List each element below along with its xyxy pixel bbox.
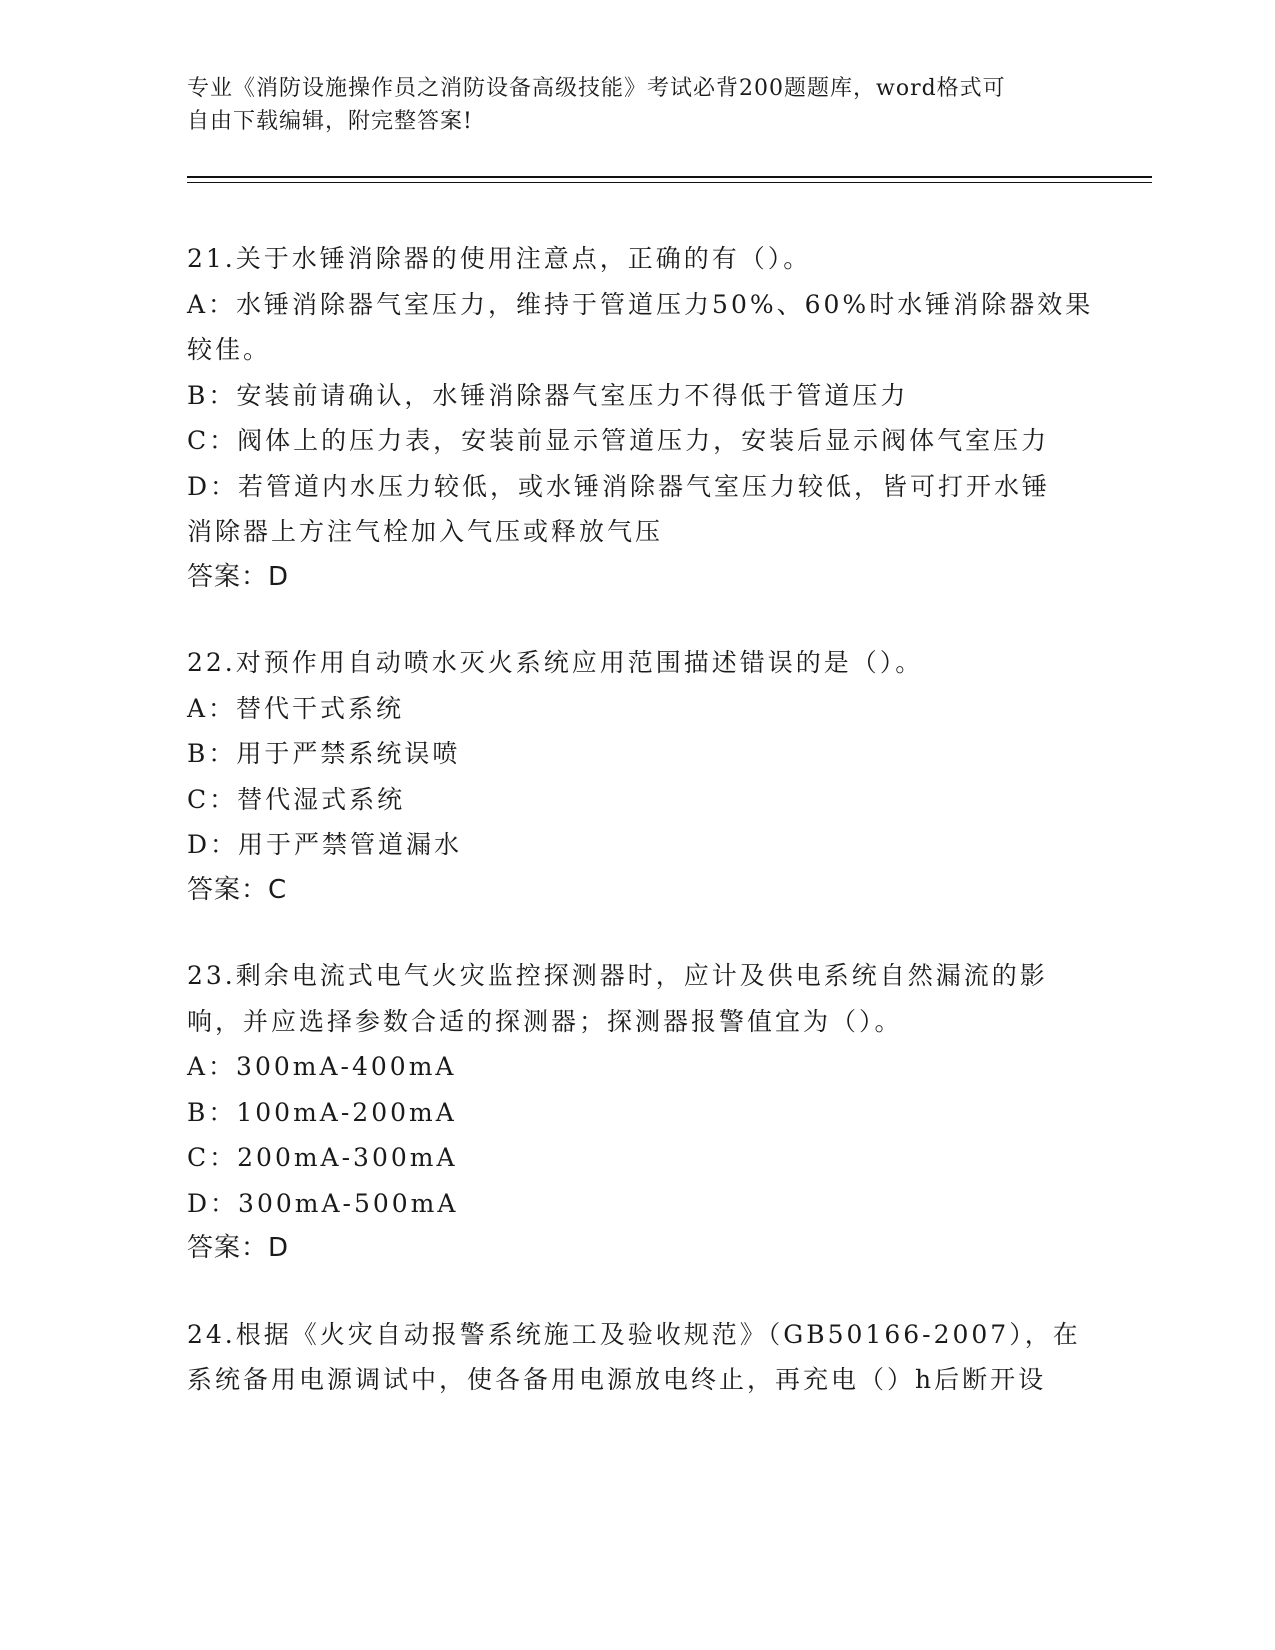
option-d: D：300mA-500mA xyxy=(187,1188,459,1218)
question-stem-continued: 系统备用电源调试中，使各备用电源放电终止，再充电（）h后断开设 xyxy=(187,1365,1047,1394)
option-d: D：用于严禁管道漏水 xyxy=(187,830,463,859)
question-list xyxy=(187,236,1094,1443)
header-line: 专业《消防设施操作员之消防设备高级技能》考试必背200题题库，word格式可 xyxy=(187,76,1006,101)
answer-text: 答案：C xyxy=(187,874,288,905)
header-divider-thick xyxy=(187,176,1152,178)
option-c: C：阀体上的压力表，安装前显示管道压力，安装后显示阀体气室压力 xyxy=(187,426,1050,455)
question-22 xyxy=(187,640,1087,913)
question-23 xyxy=(187,953,1087,1272)
option-b: B：安装前请确认，水锤消除器气室压力不得低于管道压力 xyxy=(187,380,909,410)
question-stem-continued: 响，并应选择参数合适的探测器；探测器报警值宜为（）。 xyxy=(187,1006,903,1036)
option-c: C：200mA-300mA xyxy=(187,1143,458,1172)
option-b: B：用于严禁系统误喷 xyxy=(187,739,461,768)
question-21 xyxy=(187,236,1094,600)
option-a: A：水锤消除器气室压力，维持于管道压力50%、60%时水锤消除器效果 xyxy=(187,289,1094,319)
option-a-continued: 较佳。 xyxy=(187,335,272,364)
question-stem: 21.关于水锤消除器的使用注意点，正确的有（）。 xyxy=(187,244,812,273)
option-c: C：替代湿式系统 xyxy=(187,784,406,814)
option-d: D：若管道内水压力较低，或水锤消除器气室压力较低，皆可打开水锤 xyxy=(187,471,1051,501)
option-a: A：替代干式系统 xyxy=(187,693,405,723)
question-stem: 24.根据《火灾自动报警系统施工及验收规范》（GB50166-2007），在 xyxy=(187,1319,1081,1349)
option-d-continued: 消除器上方注气栓加入气压或释放气压 xyxy=(187,517,664,546)
header-line: 自由下载编辑，附完整答案! xyxy=(187,109,473,134)
option-a: A：300mA-400mA xyxy=(187,1052,457,1081)
question-stem: 22.对预作用自动喷水灭火系统应用范围描述错误的是（）。 xyxy=(187,648,924,677)
option-b: B：100mA-200mA xyxy=(187,1097,457,1127)
header-divider-thin xyxy=(187,182,1152,183)
answer-text: 答案：D xyxy=(187,561,290,592)
question-stem: 23.剩余电流式电气火灾监控探测器时，应计及供电系统自然漏流的影 xyxy=(187,961,1048,990)
answer-text: 答案：D xyxy=(187,1233,290,1263)
document-header xyxy=(187,72,1067,138)
question-24 xyxy=(187,1312,1087,1403)
